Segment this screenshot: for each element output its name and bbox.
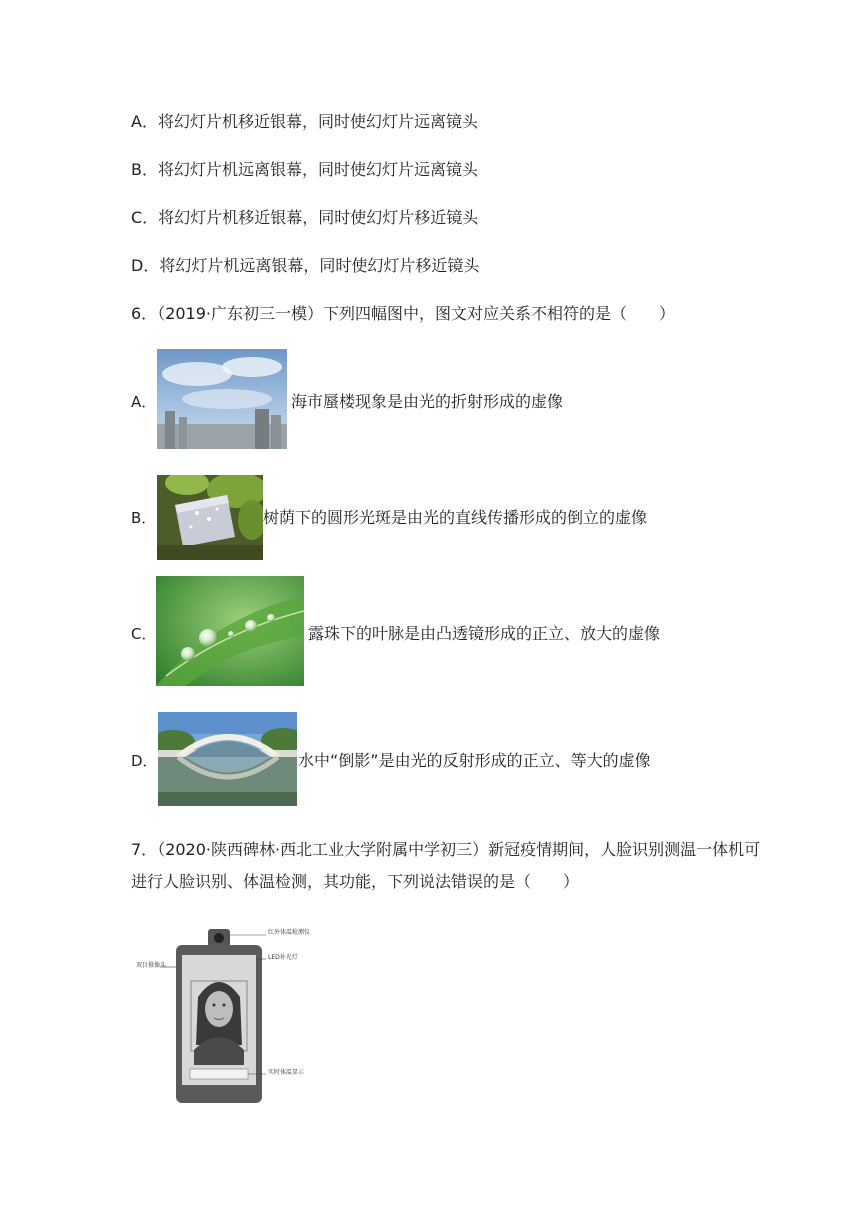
q7-stem-line-2: 进行人脸识别、体温检测，其功能，下列说法错误的是（ ） [131,872,580,891]
figure-label-left: 双目摄像头 [136,962,167,969]
q6-option-c-label: C． [131,625,157,643]
dewdrop-leaf-photo-icon [156,576,304,686]
option-label: C． [131,208,159,227]
q5-option-d [131,256,479,276]
option-text: 将幻灯片机远离银幕，同时使幻灯片远离镜头 [157,160,478,179]
figure-label-right-lower: 实时体温显示 [268,1069,305,1076]
option-text: 将幻灯片机移近银幕，同时使幻灯片移近镜头 [158,208,479,227]
q7-stem-line-1 [131,840,760,860]
option-label: D． [131,256,160,275]
q6-stem [131,304,675,324]
q5-option-b [131,160,478,180]
option-label: A． [131,112,158,131]
q6-option-b-label: B． [131,509,157,527]
figure-label-top: 红外体温检测仪 [268,929,311,936]
option-text: 将幻灯片机远离银幕，同时使幻灯片移近镜头 [159,256,480,275]
question-number: 7． [131,840,158,859]
q6-option-a-caption: 海市蜃楼现象是由光的折射形成的虚像 [291,392,564,411]
question-stem: （2019·广东初三一模）下列四幅图中，图文对应关系不相符的是（ ） [157,304,675,323]
face-recognition-device-figure [136,925,320,1110]
q5-option-a [131,112,478,132]
mirage-sky-photo-icon [157,349,287,449]
question-stem: （2020·陕西碑林·西北工业大学附属中学初三）新冠疫情期间，人脸识别测温一体机可 [157,840,761,859]
q6-option-b-caption: 树荫下的圆形光斑是由光的直线传播形成的倒立的虚像 [263,508,648,527]
q5-option-c [131,208,478,228]
q6-option-d-label: D． [131,752,158,770]
bridge-reflection-photo-icon [158,712,297,806]
q6-option-c-caption: 露珠下的叶脉是由凸透镜形成的正立、放大的虚像 [308,624,661,643]
q6-option-d-caption: 水中“倒影”是由光的反射形成的正立、等大的虚像 [298,751,651,770]
option-label: B． [131,160,158,179]
tree-shade-light-spots-photo-icon [157,475,263,560]
figure-label-right-upper: LED补光灯 [268,954,298,961]
option-text: 将幻灯片机移近银幕，同时使幻灯片远离镜头 [157,112,478,131]
question-number: 6． [131,304,158,323]
q6-option-a-label: A． [131,393,157,411]
